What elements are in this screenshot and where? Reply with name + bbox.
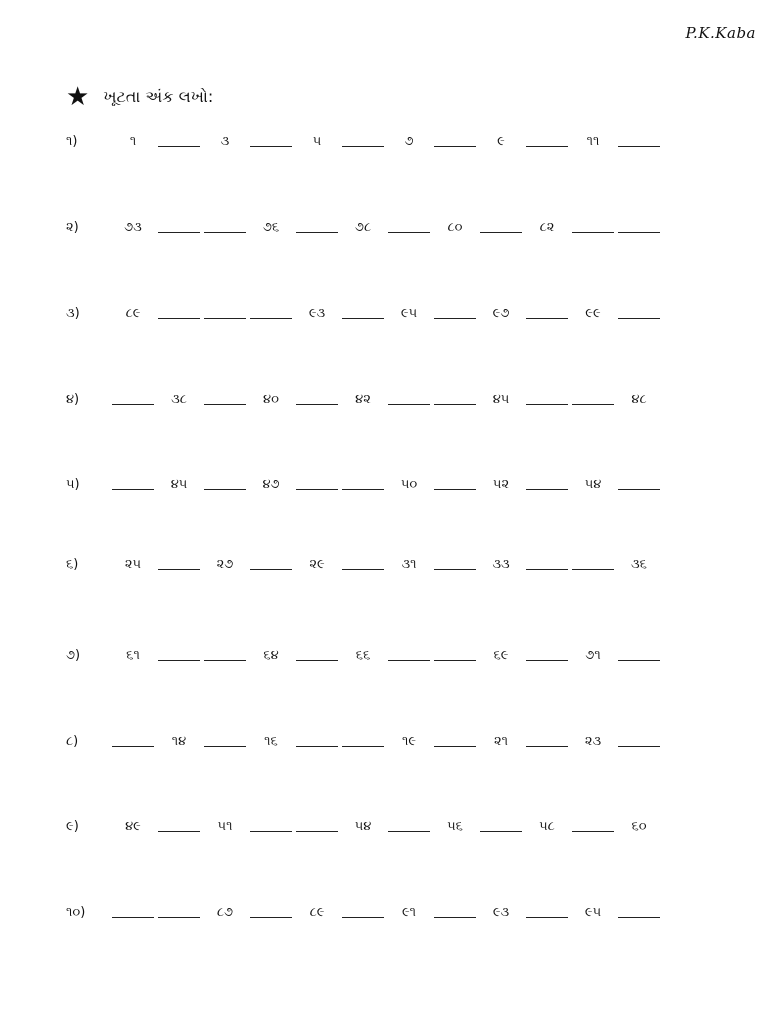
row-number: ૬) xyxy=(66,557,79,572)
given-number: ૫૨ xyxy=(492,477,510,492)
given-number: ૮૨ xyxy=(539,220,555,235)
given-number: ૪૦ xyxy=(263,392,279,407)
answer-blank[interactable] xyxy=(388,232,430,233)
given-number: ૫૦ xyxy=(400,477,418,492)
answer-blank[interactable] xyxy=(342,318,384,319)
given-number: ૯૩ xyxy=(492,905,510,920)
answer-blank[interactable] xyxy=(158,146,200,147)
answer-blank[interactable] xyxy=(296,746,338,747)
given-number: ૨૯ xyxy=(309,557,325,572)
answer-blank[interactable] xyxy=(158,917,200,918)
given-number: ૯૧ xyxy=(401,905,417,920)
given-number: ૬૦ xyxy=(631,819,647,834)
answer-blank[interactable] xyxy=(112,489,154,490)
answer-blank[interactable] xyxy=(434,660,476,661)
answer-blank[interactable] xyxy=(388,660,430,661)
answer-blank[interactable] xyxy=(480,232,522,233)
given-number: ૪૫ xyxy=(170,477,188,492)
given-number: ૪૨ xyxy=(355,392,371,407)
instruction-text: ખૂટતા અંક લખો: xyxy=(103,87,214,106)
answer-blank[interactable] xyxy=(526,146,568,147)
answer-blank[interactable] xyxy=(204,232,246,233)
answer-blank[interactable] xyxy=(526,917,568,918)
given-number: ૧૧ xyxy=(586,134,600,149)
given-number: ૩૩ xyxy=(492,557,510,572)
given-number: ૮૯ xyxy=(309,905,325,920)
given-number: ૫૮ xyxy=(539,819,555,834)
exercise-row xyxy=(0,648,768,670)
row-number: ૩) xyxy=(66,306,80,321)
answer-blank[interactable] xyxy=(618,489,660,490)
given-number: ૧૪ xyxy=(171,734,187,749)
given-number: ૮૦ xyxy=(447,220,463,235)
answer-blank[interactable] xyxy=(388,831,430,832)
given-number: ૭ xyxy=(404,134,414,149)
author-name: P.K.Kaba xyxy=(685,24,756,42)
exercise-row xyxy=(0,905,768,927)
exercise-row xyxy=(0,477,768,499)
answer-blank[interactable] xyxy=(204,318,246,319)
answer-blank[interactable] xyxy=(572,831,614,832)
given-number: ૧૬ xyxy=(264,734,278,749)
row-number: ૮) xyxy=(66,734,79,749)
answer-blank[interactable] xyxy=(158,232,200,233)
answer-blank[interactable] xyxy=(572,232,614,233)
answer-blank[interactable] xyxy=(158,318,200,319)
given-number: ૯ xyxy=(497,134,505,149)
given-number: ૫ xyxy=(312,134,322,149)
answer-blank[interactable] xyxy=(434,318,476,319)
answer-blank[interactable] xyxy=(526,569,568,570)
answer-blank[interactable] xyxy=(204,746,246,747)
answer-blank[interactable] xyxy=(572,404,614,405)
answer-blank[interactable] xyxy=(204,404,246,405)
answer-blank[interactable] xyxy=(618,917,660,918)
given-number: ૬૧ xyxy=(126,648,140,663)
exercise-row xyxy=(0,557,768,579)
answer-blank[interactable] xyxy=(572,569,614,570)
exercise-row xyxy=(0,819,768,841)
answer-blank[interactable] xyxy=(250,146,292,147)
answer-blank[interactable] xyxy=(250,569,292,570)
answer-blank[interactable] xyxy=(434,569,476,570)
given-number: ૫૪ xyxy=(584,477,602,492)
answer-blank[interactable] xyxy=(296,660,338,661)
given-number: ૨૧ xyxy=(493,734,508,749)
given-number: ૩ xyxy=(220,134,230,149)
given-number: ૯૫ xyxy=(584,905,602,920)
row-number: ૪) xyxy=(66,392,80,407)
given-number: ૭૬ xyxy=(262,220,280,235)
answer-blank[interactable] xyxy=(434,746,476,747)
given-number: ૯૭ xyxy=(492,306,510,321)
given-number: ૩૧ xyxy=(401,557,417,572)
row-number: ૧૦) xyxy=(66,905,86,920)
row-number: ૨) xyxy=(66,220,79,235)
given-number: ૨૫ xyxy=(124,557,142,572)
answer-blank[interactable] xyxy=(342,569,384,570)
answer-blank[interactable] xyxy=(342,917,384,918)
row-number: ૧) xyxy=(66,134,78,149)
given-number: ૭૮ xyxy=(354,220,372,235)
answer-blank[interactable] xyxy=(434,146,476,147)
given-number: ૫૪ xyxy=(354,819,372,834)
star-icon: ★ xyxy=(66,82,90,112)
answer-blank[interactable] xyxy=(296,232,338,233)
given-number: ૨૩ xyxy=(584,734,602,749)
answer-blank[interactable] xyxy=(526,318,568,319)
answer-blank[interactable] xyxy=(618,746,660,747)
given-number: ૪૫ xyxy=(492,392,510,407)
given-number: ૯૫ xyxy=(400,306,418,321)
answer-blank[interactable] xyxy=(250,917,292,918)
row-number: ૯) xyxy=(66,819,79,834)
answer-blank[interactable] xyxy=(296,404,338,405)
given-number: ૭૩ xyxy=(124,220,142,235)
given-number: ૩૮ xyxy=(171,392,187,407)
answer-blank[interactable] xyxy=(342,746,384,747)
given-number: ૯૯ xyxy=(585,306,601,321)
row-number: ૭) xyxy=(66,648,81,663)
given-number: ૮૯ xyxy=(125,306,141,321)
given-number: ૪૮ xyxy=(631,392,647,407)
given-number: ૫૬ xyxy=(447,819,463,834)
answer-blank[interactable] xyxy=(618,660,660,661)
answer-blank[interactable] xyxy=(526,660,568,661)
given-number: ૩૬ xyxy=(631,557,647,572)
answer-blank[interactable] xyxy=(434,917,476,918)
given-number: ૬૯ xyxy=(493,648,509,663)
answer-blank[interactable] xyxy=(342,489,384,490)
answer-blank[interactable] xyxy=(158,660,200,661)
answer-blank[interactable] xyxy=(388,404,430,405)
answer-blank[interactable] xyxy=(204,489,246,490)
given-number: ૯૩ xyxy=(308,306,326,321)
exercise-row xyxy=(0,392,768,414)
exercise-row xyxy=(0,134,768,156)
answer-blank[interactable] xyxy=(434,489,476,490)
exercise-row xyxy=(0,734,768,756)
answer-blank[interactable] xyxy=(434,404,476,405)
given-number: ૭૧ xyxy=(585,648,601,663)
answer-blank[interactable] xyxy=(250,318,292,319)
answer-blank[interactable] xyxy=(250,831,292,832)
given-number: ૨૭ xyxy=(216,557,234,572)
given-number: ૧ xyxy=(129,134,137,149)
exercise-row xyxy=(0,306,768,328)
answer-blank[interactable] xyxy=(296,489,338,490)
answer-blank[interactable] xyxy=(480,831,522,832)
answer-blank[interactable] xyxy=(296,831,338,832)
given-number: ૧૯ xyxy=(401,734,417,749)
answer-blank[interactable] xyxy=(158,569,200,570)
exercise-row xyxy=(0,220,768,242)
answer-blank[interactable] xyxy=(526,404,568,405)
given-number: ૬૬ xyxy=(355,648,371,663)
answer-blank[interactable] xyxy=(204,660,246,661)
answer-blank[interactable] xyxy=(618,318,660,319)
answer-blank[interactable] xyxy=(526,746,568,747)
row-number: ૫) xyxy=(66,477,80,492)
given-number: ૬૪ xyxy=(263,648,279,663)
answer-blank[interactable] xyxy=(618,146,660,147)
answer-blank[interactable] xyxy=(112,404,154,405)
answer-blank[interactable] xyxy=(526,489,568,490)
answer-blank[interactable] xyxy=(158,831,200,832)
given-number: ૪૯ xyxy=(125,819,141,834)
given-number: ૪૭ xyxy=(262,477,280,492)
given-number: ૮૭ xyxy=(216,905,234,920)
answer-blank[interactable] xyxy=(342,146,384,147)
answer-blank[interactable] xyxy=(112,746,154,747)
answer-blank[interactable] xyxy=(618,232,660,233)
given-number: ૫૧ xyxy=(217,819,233,834)
answer-blank[interactable] xyxy=(112,917,154,918)
